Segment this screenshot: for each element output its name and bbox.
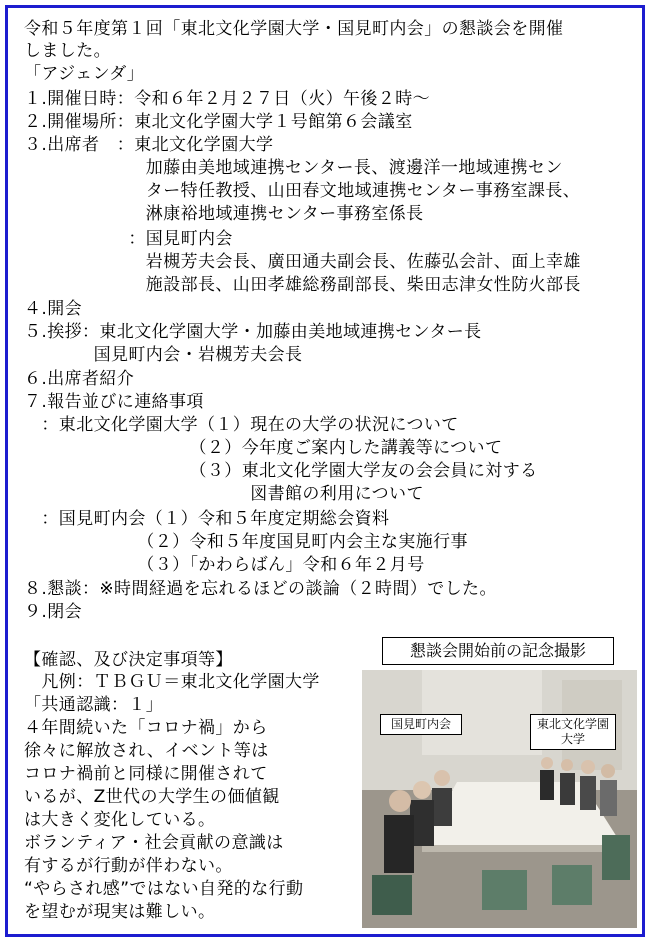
agenda-date: １.開催日時：令和６年２月２７日（火）午後２時～ [24, 89, 431, 109]
agenda-closing: ９.閉会 [24, 602, 83, 622]
agenda-title: 「アジェンダ」 [24, 64, 145, 84]
agenda-reports-3: （３）東北文化学園大学友の会会員に対する [24, 461, 538, 481]
notes-body-6: ボランティア・社会貢献の意識は [24, 833, 284, 853]
agenda-reports-6: （２）令和５年度国見町内会主な実施行事 [24, 532, 468, 552]
notes-consensus: 「共通認識：１」 [24, 695, 164, 715]
heading-line-2: しました。 [24, 41, 111, 61]
notes-body-9: を望むが現実は難しい。 [24, 902, 216, 922]
agenda-attendees-5: 岩槻芳夫会長、廣田通夫副会長、佐藤弘会計、面上幸雄 [24, 252, 581, 272]
heading-line-1: 令和５年度第１回「東北文化学園大学・国見町内会」の懇談会を開催 [24, 19, 564, 39]
notes-body-8: “やらされ感”ではない自発的な行動 [24, 879, 304, 899]
notes-body-2: 徐々に解放され、イベント等は [24, 741, 269, 761]
meeting-photo [362, 670, 637, 928]
agenda-attendees: ３.出席者 ：東北文化学園大学 [24, 135, 274, 155]
agenda-reports-1: ：東北文化学園大学（１）現在の大学の状況について [24, 415, 459, 435]
agenda-venue: ２.開催場所：東北文化学園大学１号館第６会議室 [24, 112, 413, 132]
agenda-reports-4: 図書館の利用について [24, 484, 424, 504]
agenda-reports-7: （３）「かわらばん」令和６年２月号 [24, 555, 425, 575]
agenda-greeting-2: 国見町内会・岩槻芳夫会長 [24, 345, 303, 365]
notes-body-3: コロナ禍前と同様に開催されて [24, 764, 268, 784]
photo-caption: 懇談会開始前の記念撮影 [382, 637, 614, 665]
agenda-opening: ４.開会 [24, 299, 83, 319]
agenda-attendees-2: ター特任教授、山田春文地域連携センター事務室課長、 [24, 181, 581, 201]
notes-legend: 凡例：ＴＢＧＵ＝東北文化学園大学 [24, 672, 320, 692]
agenda-reports-2: （２）今年度ご案内した講義等について [24, 438, 503, 458]
notes-body-1: ４年間続いた「コロナ禍」から [24, 718, 268, 738]
agenda-reports: ７.報告並びに連絡事項 [24, 392, 204, 412]
notes-body-4: いるが、Z世代の大学生の価値観 [24, 787, 280, 807]
agenda-reports-5: ：国見町内会（１）令和５年度定期総会資料 [24, 509, 390, 529]
notes-body-7: 有するが行動が伴わない。 [24, 856, 233, 876]
agenda-attendees-1: 加藤由美地域連携センター長、渡邊洋一地域連携セン [24, 158, 563, 178]
agenda-attendees-6: 施設部長、山田孝雄総務副部長、柴田志津女性防火部長 [24, 275, 581, 295]
meeting-photo-illustration [362, 670, 637, 928]
notes-title: 【確認、及び決定事項等】 [24, 650, 233, 670]
agenda-greeting: ５.挨拶：東北文化学園大学・加藤由美地域連携センター長 [24, 322, 482, 342]
agenda-discussion: ８.懇談：※時間経過を忘れるほどの談論（２時間）でした。 [24, 579, 497, 599]
agenda-attendees-3: 淋康裕地域連携センター事務室係長 [24, 204, 424, 224]
agenda-introduction: ６.出席者紹介 [24, 369, 135, 389]
agenda-attendees-4: ：国見町内会 [24, 229, 233, 249]
photo-label-kunimi: 国見町内会 [380, 714, 462, 735]
photo-label-university: 東北文化学園大学 [530, 714, 616, 750]
notes-body-5: は大きく変化している。 [24, 810, 216, 830]
